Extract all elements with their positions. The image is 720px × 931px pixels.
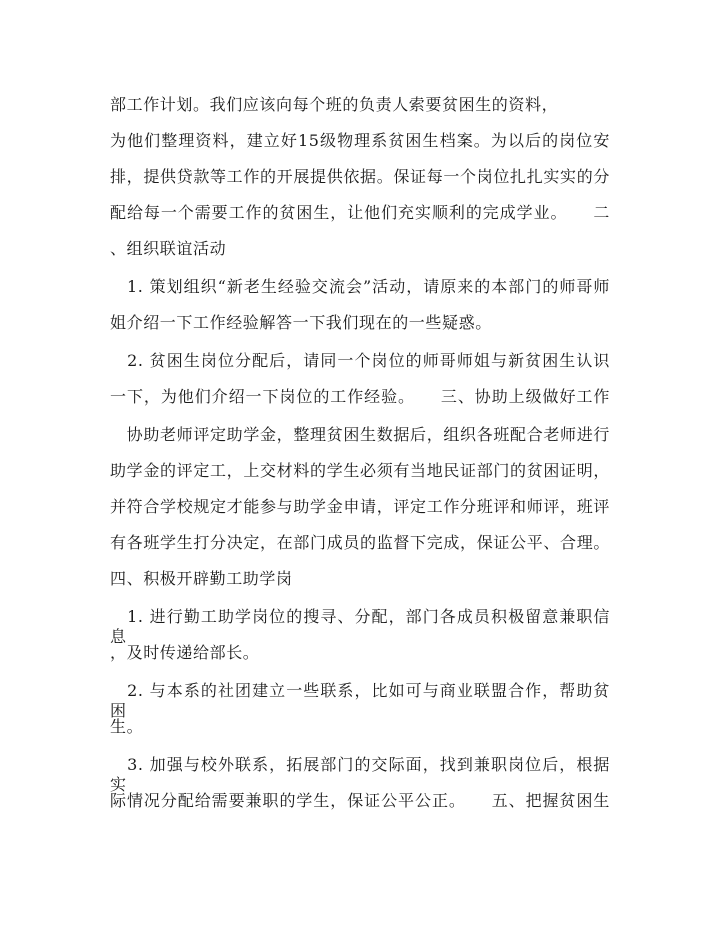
text-line-12: 并符合学校规定才能参与助学金申请，评定工作分班评和师评，班评 (110, 497, 610, 516)
text-line-11: 助学金的评定工，上交材料的学生必须有当地民证部门的贫困证明， (110, 461, 610, 480)
text-line-20: 际情况分配给需要兼职的学生，保证公平公正。 五、把握贫困生 (110, 791, 610, 810)
text-line-15: 1. 进行勤工助学岗位的搜寻、分配，部门各成员积极留意兼职信息 (110, 607, 610, 646)
text-line-14: 四、积极开辟勤工助学岗 (110, 569, 293, 588)
text-line-9: 一下，为他们介绍一下岗位的工作经验。 三、协助上级做好工作 (110, 387, 610, 406)
text-line-18: 生。 (110, 717, 144, 736)
text-line-16: ，及时传递给部长。 (110, 643, 260, 662)
text-line-4: 配给每一个需要工作的贫困生，让他们充实顺利的完成学业。 二 (110, 203, 610, 222)
text-line-3: 排，提供贷款等工作的开展提供依据。保证每一个岗位扎扎实实的分 (110, 167, 610, 186)
text-line-1: 部工作计划。我们应该向每个班的负责人索要贫困生的资料， (110, 95, 559, 114)
text-line-19: 3. 加强与校外联系，拓展部门的交际面，找到兼职岗位后，根据实 (110, 755, 610, 794)
text-line-2: 为他们整理资料，建立好15级物理系贫困生档案。为以后的岗位安 (110, 131, 610, 150)
text-line-10: 协助老师评定助学金，整理贫困生数据后，组织各班配合老师进行 (110, 425, 610, 444)
text-line-17: 2. 与本系的社团建立一些联系，比如可与商业联盟合作，帮助贫困 (110, 681, 610, 720)
text-line-13: 有各班学生打分决定，在部门成员的监督下完成，保证公平、合理。 (110, 533, 610, 552)
text-line-7: 姐介绍一下工作经验解答一下我们现在的一些疑惑。 (110, 313, 492, 332)
text-line-6: 1. 策划组织“新老生经验交流会”活动，请原来的本部门的师哥师 (110, 277, 610, 296)
text-line-8: 2. 贫困生岗位分配后，请同一个岗位的师哥师姐与新贫困生认识 (110, 351, 610, 370)
text-line-5: 、组织联谊活动 (110, 239, 227, 258)
